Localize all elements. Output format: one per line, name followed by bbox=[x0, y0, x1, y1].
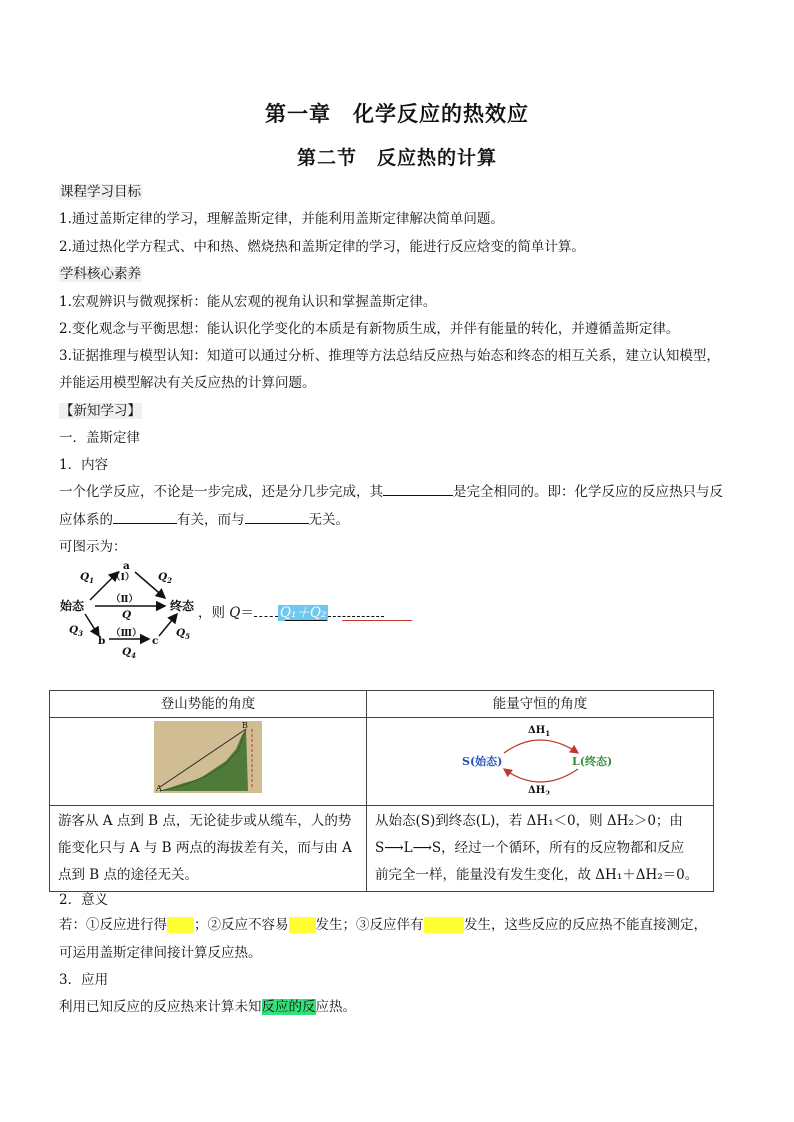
delta-h2-label: $\Delta H_2$ bbox=[528, 785, 551, 795]
node-a: a bbox=[123, 560, 130, 572]
answer-red-underline bbox=[342, 620, 412, 621]
section-title: 第二节 反应热的计算 bbox=[296, 147, 497, 169]
heat-q5: $Q_5$ bbox=[176, 627, 191, 641]
fill-blank-1[interactable] bbox=[383, 483, 453, 496]
literacy-item: 2.变化观念与平衡思想：能认识化学变化的本质是有新物质生成，并伴有能量的转化，并遵循盖斯定律。 bbox=[59, 321, 680, 337]
formula-line: ，则 Q＝ Q₁＋Q₂ bbox=[198, 601, 384, 621]
fill-blank-3[interactable] bbox=[245, 511, 309, 524]
heat-q1: $Q_1$ bbox=[80, 571, 95, 585]
highlight-green: 反应的反 bbox=[261, 999, 316, 1015]
goal-item: 1.通过盖斯定律的学习，理解盖斯定律，并能利用盖斯定律解决简单问题。 bbox=[59, 211, 504, 227]
state-s-label: S(始态) bbox=[462, 755, 503, 768]
energy-explanation: 从始态(S)到终态(L)，若 ΔH₁＜0，则 ΔH₂＞0；由 S⟶L⟶S，经过一个循环，所有的反应物都和反应 前完全一样，能量没有发生变化，故 ΔH₁＋ΔH₂＝0。 bbox=[367, 806, 714, 892]
mountain-slope-image bbox=[154, 721, 262, 793]
path-arrow-start-b bbox=[85, 614, 99, 636]
subsection-application: 3．应用 bbox=[59, 972, 109, 988]
goal-item: 2.通过热化学方程式、中和热、燃烧热和盖斯定律的学习，能进行反应焓变的简单计算。 bbox=[59, 239, 585, 255]
formula-answer[interactable]: Q₁＋Q₂ bbox=[279, 605, 327, 621]
route-1-label: （Ⅰ） bbox=[111, 572, 135, 583]
section-hess-law: 一．盖斯定律 bbox=[59, 430, 140, 446]
state-end: 终态 bbox=[170, 599, 195, 613]
heat-q2: $Q_2$ bbox=[158, 571, 173, 585]
point-a-label: A bbox=[156, 784, 162, 793]
point-b-label: B bbox=[242, 721, 248, 730]
delta-h1-label: $\Delta H_1$ bbox=[528, 725, 551, 738]
subsection-content: 1．内容 bbox=[59, 457, 109, 473]
answer-underline bbox=[285, 620, 327, 621]
table-header-mountain: 登山势能的角度 bbox=[50, 691, 367, 718]
heat-q4: $Q_4$ bbox=[122, 646, 137, 660]
goals-heading: 课程学习目标 bbox=[60, 184, 141, 200]
chapter-title: 第一章 化学反应的热效应 bbox=[265, 101, 529, 126]
energy-diagram-cell bbox=[367, 718, 714, 806]
route-3-label: （Ⅲ） bbox=[111, 628, 142, 639]
heat-q3: $Q_3$ bbox=[69, 624, 84, 638]
new-knowledge-heading: 【新知学习】 bbox=[60, 403, 141, 419]
highlight-answer-2[interactable]: 直接 bbox=[288, 917, 316, 933]
subsection-meaning: 2．意义 bbox=[59, 892, 109, 908]
fill-blank-2[interactable] bbox=[113, 511, 177, 524]
highlight-answer-1[interactable]: 很慢 bbox=[167, 917, 194, 933]
state-l-label: L(终态) bbox=[572, 755, 613, 768]
mountain-explanation: 游客从 A 点到 B 点，无论徒步或从缆车，人的势 能变化只与 A 与 B 两点的海拔差有关，而与由 A 点到 B 点的途径无关。 bbox=[50, 806, 367, 892]
mountain-image-cell bbox=[50, 718, 367, 806]
diagram-intro: 可图示为： bbox=[59, 539, 127, 555]
literacy-item: 3.证据推理与模型认知：知道可以通过分析、推理等方法总结反应热与始态和终态的相互关系，建立认知模型， bbox=[59, 348, 720, 364]
literacy-item: 并能运用模型解决有关反应热的计算问题。 bbox=[59, 375, 316, 391]
meaning-line-2: 可运用盖斯定律间接计算反应热。 bbox=[59, 945, 262, 961]
literacy-item: 1.宏观辨识与微观探析：能从宏观的视角认识和掌握盖斯定律。 bbox=[59, 294, 437, 310]
literacy-heading: 学科核心素养 bbox=[60, 266, 141, 282]
content-line-1: 一个化学反应，不论是一步完成，还是分几步完成，其 是完全相同的。即：化学反应的反应热只与反 bbox=[59, 484, 723, 500]
path-arrow-c-end bbox=[159, 614, 177, 636]
content-line-2: 应体系的 有关，而与 无关。 bbox=[59, 512, 349, 528]
highlight-answer-3[interactable]: 副反应 bbox=[423, 917, 464, 933]
hess-path-diagram bbox=[55, 558, 215, 660]
node-b: b bbox=[98, 635, 106, 647]
state-start: 始态 bbox=[60, 599, 85, 613]
table-header-energy: 能量守恒的角度 bbox=[367, 691, 714, 718]
comparison-table bbox=[49, 690, 714, 892]
energy-cycle-diagram bbox=[460, 721, 620, 795]
meaning-line-1: 若：①反应进行得很慢；②反应不容易直接发生；③反应伴有副反应发生，这些反应的反应热不能直接测定， bbox=[59, 917, 707, 933]
route-2-label: （Ⅱ） bbox=[111, 594, 139, 605]
node-c: c bbox=[152, 635, 159, 647]
application-line: 利用已知反应的反应热来计算未知反应的反应热。 bbox=[59, 999, 356, 1015]
heat-q: Q bbox=[122, 609, 132, 621]
